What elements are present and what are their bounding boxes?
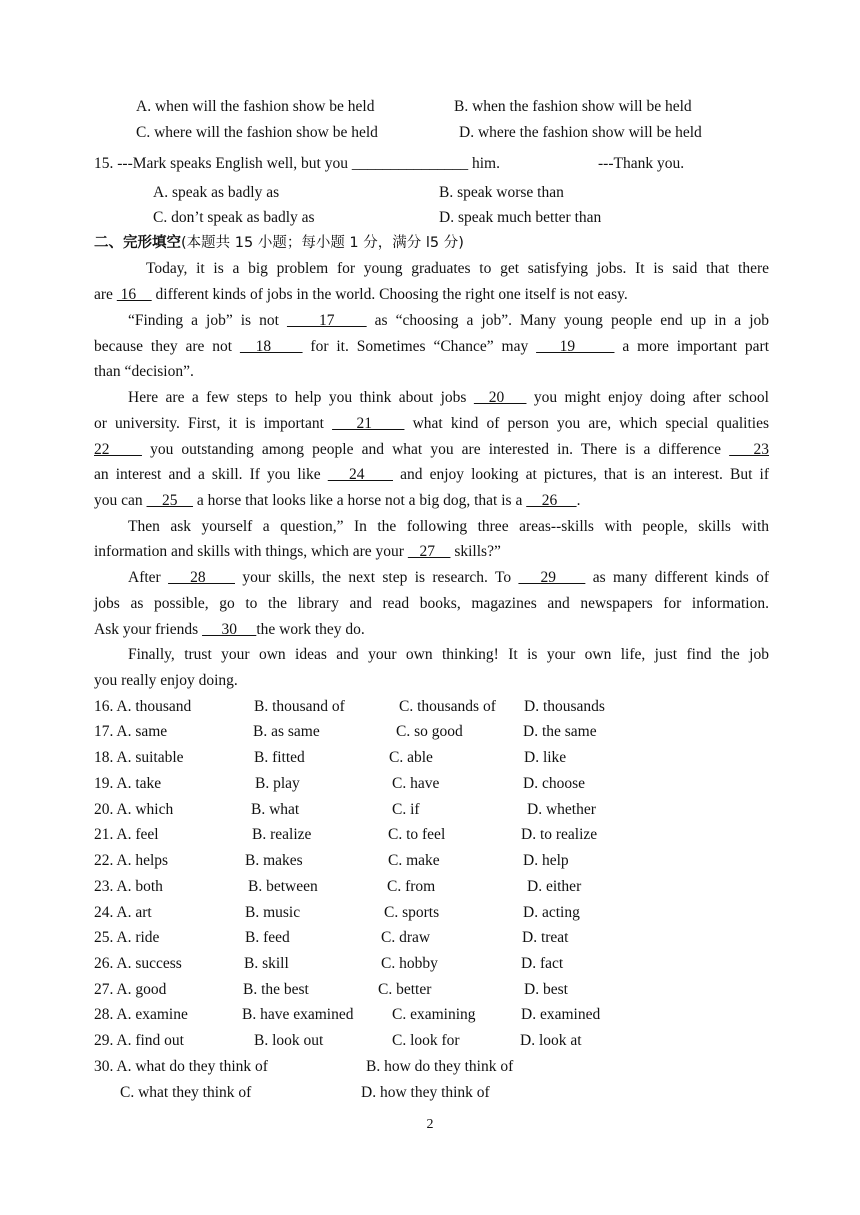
q15-option-c: C. don’t speak as badly as: [153, 209, 315, 226]
blank-24: 24: [327, 466, 393, 483]
passage-line: are 16 different kinds of jobs in the world. Choosing the right one itself is not easy.: [94, 286, 628, 303]
passage-line: “Finding a job” is not 17 as “choosing a job”. Many young people end up in a job: [128, 312, 769, 329]
option-22d: D. help: [523, 852, 569, 869]
passage-line: or university. First, it is important 21 what kind of person you are, which special qualities: [94, 415, 769, 432]
passage-line: jobs as possible, go to the library and read books, magazines and newspapers for information.: [94, 595, 769, 612]
blank-17: 17: [286, 312, 367, 329]
option-18b: B. fitted: [254, 749, 305, 766]
option-26c: C. hobby: [381, 955, 438, 972]
passage-line: Ask your friends 30 the work they do.: [94, 621, 365, 638]
option-25d: D. treat: [522, 929, 569, 946]
option-27c: C. better: [378, 981, 432, 998]
passage-line: an interest and a skill. If you like 24 and enjoy looking at pictures, that is an interest. But if: [94, 466, 770, 483]
section-note: (本题共 15 小题；每小题 1 分，满分 l5 分): [181, 235, 464, 251]
blank-26: 26: [526, 492, 577, 509]
option-17a: 17. A. same: [94, 723, 168, 740]
option-29b: B. look out: [254, 1032, 324, 1049]
option-23c: C. from: [387, 878, 436, 895]
option-28c: C. examining: [392, 1006, 476, 1023]
q14-option-b: B. when the fashion show will be held: [454, 98, 692, 115]
option-17c: C. so good: [396, 723, 463, 740]
q15-option-a: A. speak as badly as: [153, 184, 280, 201]
option-20c: C. if: [392, 801, 420, 818]
option-27b: B. the best: [243, 981, 309, 998]
q15-option-b: B. speak worse than: [439, 184, 564, 201]
passage-line: 22 you outstanding among people and what you are interested in. There is a difference 23: [94, 441, 770, 458]
blank-22: 22: [94, 441, 142, 458]
option-25c: C. draw: [381, 929, 431, 946]
option-18d: D. like: [524, 749, 567, 766]
blank-29: 29: [518, 569, 586, 586]
passage-line: than “decision”.: [94, 363, 194, 380]
blank-27: 27: [407, 543, 451, 560]
option-22b: B. makes: [245, 852, 303, 869]
option-22a: 22. A. helps: [94, 852, 169, 869]
option-22c: C. make: [388, 852, 440, 869]
q15-reply: ---Thank you.: [598, 155, 685, 172]
q15-stem-pre: 15. ---Mark speaks English well, but you: [94, 155, 352, 172]
option-23d: D. either: [527, 878, 582, 895]
option-24c: C. sports: [384, 904, 440, 921]
option-17b: B. as same: [253, 723, 320, 740]
q14-option-c: C. where will the fashion show be held: [136, 124, 378, 141]
option-21d: D. to realize: [521, 826, 598, 843]
q30-option-b: B. how do they think of: [366, 1058, 514, 1075]
option-29c: C. look for: [392, 1032, 460, 1049]
q15-stem-post: him.: [468, 155, 500, 172]
passage-line: you can 25 a horse that looks like a horse not a big dog, that is a 26 .: [94, 492, 581, 509]
option-19c: C. have: [392, 775, 440, 792]
option-21c: C. to feel: [388, 826, 446, 843]
option-26d: D. fact: [521, 955, 564, 972]
q30-option-d: D. how they think of: [361, 1084, 490, 1101]
option-25b: B. feed: [245, 929, 290, 946]
passage-line: you really enjoy doing.: [94, 672, 238, 689]
q15-blank: _______________: [351, 155, 469, 172]
blank-19: 19: [536, 338, 615, 355]
q14-option-a: A. when will the fashion show be held: [136, 98, 375, 115]
option-28b: B. have examined: [242, 1006, 354, 1023]
option-17d: D. the same: [523, 723, 597, 740]
passage-line: Then ask yourself a question,” In the following three areas--skills with people, skills with: [128, 518, 769, 535]
blank-30: 30: [202, 621, 257, 638]
option-28a: 28. A. examine: [94, 1006, 188, 1023]
option-20b: B. what: [251, 801, 300, 818]
option-23a: 23. A. both: [94, 878, 163, 895]
q15-option-d: D. speak much better than: [439, 209, 602, 226]
option-25a: 25. A. ride: [94, 929, 160, 946]
blank-25: 25: [146, 492, 194, 509]
page-number: 2: [426, 1117, 434, 1132]
blank-23: 23: [729, 441, 770, 458]
passage-line: Here are a few steps to help you think about jobs 20 you might enjoy doing after school: [128, 389, 769, 406]
blank-28: 28: [168, 569, 235, 586]
option-24d: D. acting: [523, 904, 580, 921]
option-24b: B. music: [245, 904, 301, 921]
passage-line: information and skills with things, which are your 27 skills?”: [94, 543, 501, 560]
section-heading: [94, 233, 464, 253]
option-21a: 21. A. feel: [94, 826, 159, 843]
blank-18: 18: [239, 338, 303, 355]
blank-16: 16: [116, 286, 152, 303]
option-19a: 19. A. take: [94, 775, 162, 792]
option-16d: D. thousands: [524, 698, 605, 715]
option-24a: 24. A. art: [94, 904, 152, 921]
option-29d: D. look at: [520, 1032, 582, 1049]
blank-20: 20: [473, 389, 527, 406]
option-26a: 26. A. success: [94, 955, 182, 972]
q30-option-c: C. what they think of: [120, 1084, 252, 1101]
option-28d: D. examined: [521, 1006, 601, 1023]
option-27a: 27. A. good: [94, 981, 167, 998]
option-16a: 16. A. thousand: [94, 698, 192, 715]
q30-option-a: 30. A. what do they think of: [94, 1058, 268, 1075]
section-title: 二、完形填空: [94, 235, 181, 251]
option-29a: 29. A. find out: [94, 1032, 184, 1049]
passage-line: After 28 your skills, the next step is research. To 29 as many different kinds of: [128, 569, 770, 586]
option-19b: B. play: [255, 775, 300, 792]
passage-line: Finally, trust your own ideas and your own thinking! It is your own life, just find the job: [128, 646, 769, 663]
option-23b: B. between: [248, 878, 318, 895]
option-18a: 18. A. suitable: [94, 749, 184, 766]
option-16b: B. thousand of: [254, 698, 345, 715]
option-16c: C. thousands of: [399, 698, 496, 715]
option-18c: C. able: [389, 749, 433, 766]
blank-21: 21: [332, 415, 405, 432]
passage-line: Today, it is a big problem for young graduates to get satisfying jobs. It is said that there: [146, 260, 769, 277]
option-21b: B. realize: [252, 826, 312, 843]
option-20d: D. whether: [527, 801, 596, 818]
q14-option-d: D. where the fashion show will be held: [459, 124, 702, 141]
option-19d: D. choose: [523, 775, 585, 792]
option-26b: B. skill: [244, 955, 289, 972]
q15-stem: [94, 154, 500, 174]
passage-line: because they are not 18 for it. Sometimes “Chance” may 19 a more important part: [94, 338, 769, 355]
option-27d: D. best: [524, 981, 568, 998]
option-20a: 20. A. which: [94, 801, 174, 818]
